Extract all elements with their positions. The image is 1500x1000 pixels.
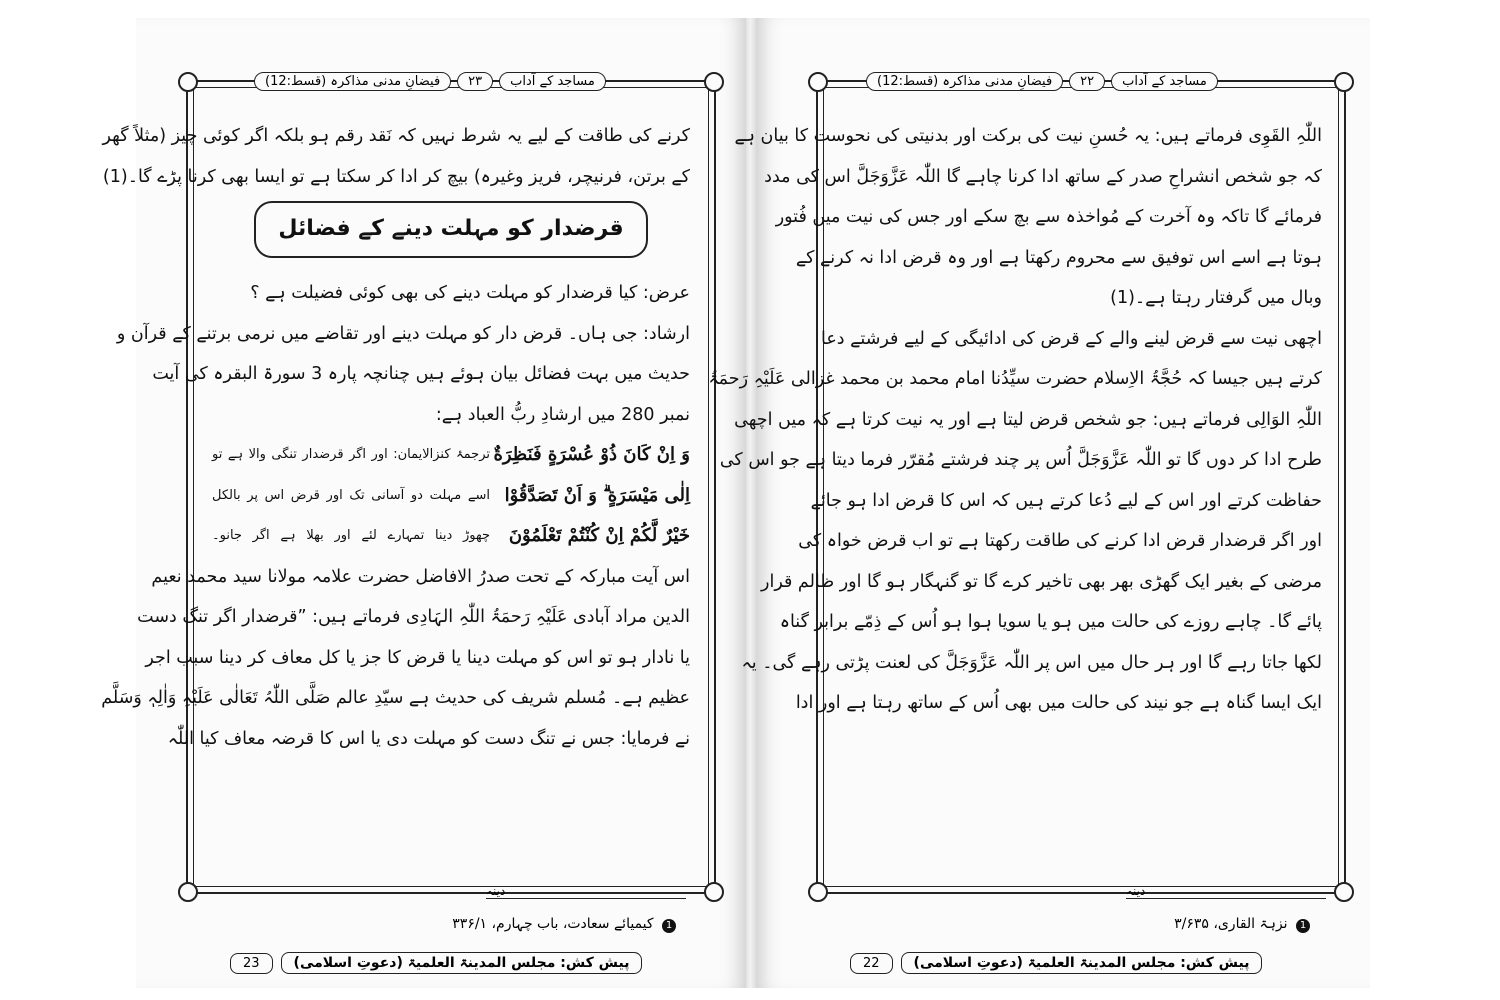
header-title: مساجد کے آداب xyxy=(1111,72,1218,91)
text-line: الدین مراد آبادی عَلَیْہِ رَحمَۃُ اللّٰہِ الہَادِی فرماتے ہیں: ”قرضدار اگر تنگ دست xyxy=(137,607,690,627)
continuation-mark: دینہ xyxy=(486,884,506,898)
footnote-text: نزہۃ القاری، ۳/۶۳۵ xyxy=(1174,916,1288,932)
corner-ornament xyxy=(178,882,198,902)
text-line: مرضی کے بغیر ایک گھڑی بھر بھی تاخیر کرے گا تو گنہگار ہو گا اور ظالم قرار xyxy=(761,571,1322,592)
corner-ornament xyxy=(808,72,828,92)
text-line: اور اگر قرضدار قرض ادا کرنے کی طاقت رکھتا ہے تو اب قرض خواہ کی xyxy=(798,531,1322,551)
text-line: حدیث میں بہت فضائل بیان ہوئے ہیں چنانچہ پارہ 3 سورۃ البقرہ کی آیت xyxy=(152,364,690,384)
footnote xyxy=(452,916,676,933)
page-body xyxy=(708,116,1322,724)
verse-translation: چھوڑ دینا تمہارے لئے اور بھلا ہے اگر جانو۔ xyxy=(212,528,490,543)
text-line: ایک ایسا گناہ ہے جو نیند کی حالت میں بھی اُس کے ساتھ رہتا ہے اور ادا xyxy=(795,693,1322,713)
text-line: اس آیت مبارکہ کے تحت صدرُ الافاضل حضرت علامہ مولانا سید محمد نعیم xyxy=(151,566,690,587)
header-page-number: ۲۳ xyxy=(457,72,493,91)
text-line: کرتے ہیں جیسا کہ حُجَّۃُ الاِسلام حضرت سیِّدُنا امام محمد بن محمد غزالی عَلَیْہِ رَحمَۃُ xyxy=(708,369,1322,389)
text-line: ہوتا ہے اسے اس توفیق سے محروم رکھتا ہے اور وہ قرض ادا نہ کرنے کے xyxy=(795,247,1322,268)
footnote-number: 1 xyxy=(662,919,676,933)
text-line: ارشاد: جی ہاں۔ قرض دار کو مہلت دینے اور تقاضے میں نرمی برتنے کے قرآن و xyxy=(116,323,690,344)
text-line: حفاظت کرتے اور اس کے لیے دُعا کرتے ہیں کہ اس کا قرض ادا ہو جائے xyxy=(810,490,1322,511)
footer-page-number: 22 xyxy=(850,953,893,974)
verse-row xyxy=(212,435,690,476)
footer-publisher: پیش کش: مجلس المدینۃ العلمیۃ (دعوتِ اسلامی) xyxy=(281,952,643,974)
text-line: کرنے کی طاقت کے لیے یہ شرط نہیں کہ نَقد رقم ہو بلکہ اگر کوئی چیز (مثلاً گھر xyxy=(102,126,690,146)
continuation-mark: دینہ xyxy=(1126,884,1146,898)
footnote xyxy=(1174,916,1310,933)
section-heading-text: قرضدار کو مہلت دینے کے فضائل xyxy=(254,201,647,258)
page-footer xyxy=(230,952,642,974)
text-line: عظیم ہے۔ مُسلم شریف کی حدیث ہے سیّدِ عالم صَلَّی اللّٰہُ تَعَالٰی عَلَیْہِ وَاٰلِہٖ وَسَلَّم xyxy=(101,688,690,708)
header-page-number: ۲۲ xyxy=(1069,72,1105,91)
corner-ornament xyxy=(704,882,724,902)
corner-ornament xyxy=(1334,72,1354,92)
text-line: عرض: کیا قرضدار کو مہلت دینے کی بھی کوئی فضیلت ہے ؟ xyxy=(250,283,690,303)
right-page xyxy=(708,18,1370,988)
corner-ornament xyxy=(178,72,198,92)
verse-arabic: اِلٰى مَيْسَرَةٍ ۗ وَ اَنْ تَصَدَّقُوْا xyxy=(504,484,690,506)
footer-publisher: پیش کش: مجلس المدینۃ العلمیۃ (دعوتِ اسلامی) xyxy=(901,952,1263,974)
text-line: فرمائے گا تاکہ وہ آخرت کے مُواخذہ سے بچ سکے اور جس کی نیت میں فُتور xyxy=(775,207,1322,227)
text-line: یا نادار ہو تو اس کو مہلت دینا یا قرض کا جز یا کل معاف کر دینا سبب اجر xyxy=(145,647,690,668)
running-header xyxy=(866,68,1218,94)
page-body xyxy=(101,116,690,759)
header-series: فیضانِ مدنی مذاکرہ (قسط:12) xyxy=(866,72,1063,91)
text-line: اللّٰہِ الوَالِی فرماتے ہیں: جو شخص قرض لیتا ہے اور یہ نیت کرتا ہے کہ میں اچھی xyxy=(734,409,1322,430)
running-header xyxy=(254,68,606,94)
text-line: اللّٰہِ القَوِی فرماتے ہیں: یہ حُسنِ نیت کی برکت اور بدنیتی کی نحوست کا بیان ہے xyxy=(734,126,1322,146)
verse-arabic: خَيْرٌ لَّكُمْ اِنْ كُنْتُمْ تَعْلَمُوْنَ xyxy=(508,525,690,546)
section-heading xyxy=(212,201,690,265)
corner-ornament xyxy=(704,72,724,92)
verse-arabic: وَ اِنْ كَانَ ذُوْ عُسْرَةٍ فَنَظِرَةٌ xyxy=(493,444,690,465)
header-series: فیضانِ مدنی مذاکرہ (قسط:12) xyxy=(254,72,451,91)
verse-row xyxy=(212,516,690,557)
text-line: طرح ادا کر دوں گا تو اللّٰہ عَزَّوَجَلَّ اُس پر چند فرشتے مُقرّر فرما دیتا ہے جو اس کی xyxy=(719,450,1322,470)
left-page xyxy=(101,18,746,988)
text-line: لکھا جاتا رہے گا اور ہر حال میں اس پر اللّٰہ عَزَّوَجَلَّ کی لعنت پڑتی رہے گی۔ یہ xyxy=(741,652,1322,673)
footnote-rule xyxy=(1126,898,1326,899)
verse-translation: ترجمۂ کنزالایمان: اور اگر قرضدار تنگی والا ہے تو xyxy=(212,447,490,462)
text-line: نمبر 280 میں ارشادِ ربُّ العباد ہے: xyxy=(435,404,690,425)
corner-ornament xyxy=(808,882,828,902)
footer-page-number: 23 xyxy=(230,953,273,974)
text-line: کے برتن، فرنیچر، فریز وغیرہ) بیچ کر ادا کر سکتا ہے تو ایسا بھی کرنا پڑے گا۔(1) xyxy=(102,166,690,187)
footnote-rule xyxy=(486,898,686,899)
text-line: نے فرمایا: جس نے تنگ دست کو مہلت دی یا اس کا قرضہ معاف کیا اللّٰہ xyxy=(167,728,690,749)
text-line: وبال میں گرفتار رہتا ہے۔(1) xyxy=(1110,288,1322,308)
page-footer xyxy=(850,952,1262,974)
footnote-text: کیمیائے سعادت، باب چہارم، ۳۳۶/۱ xyxy=(452,916,654,932)
corner-ornament xyxy=(1334,882,1354,902)
text-line: اچھی نیت سے قرض لینے والے کے قرض کی ادائیگی کے لیے فرشتے دعا xyxy=(821,328,1322,349)
text-line: کہ جو شخص انشراحِ صدر کے ساتھ ادا کرنا چاہے گا اللّٰہ عَزَّوَجَلَّ اس کی مدد xyxy=(764,166,1322,187)
text-line: پائے گا۔ چاہے روزے کی حالت میں ہو یا سویا ہوا ہو اُس کے ذِمّے برابر گناہ xyxy=(779,612,1322,632)
verse-translation: اسے مہلت دو آسانی تک اور قرض اس پر بالکل xyxy=(212,487,490,503)
header-title: مساجد کے آداب xyxy=(499,72,606,91)
footnote-number: 1 xyxy=(1296,919,1310,933)
verse-row xyxy=(212,476,690,517)
